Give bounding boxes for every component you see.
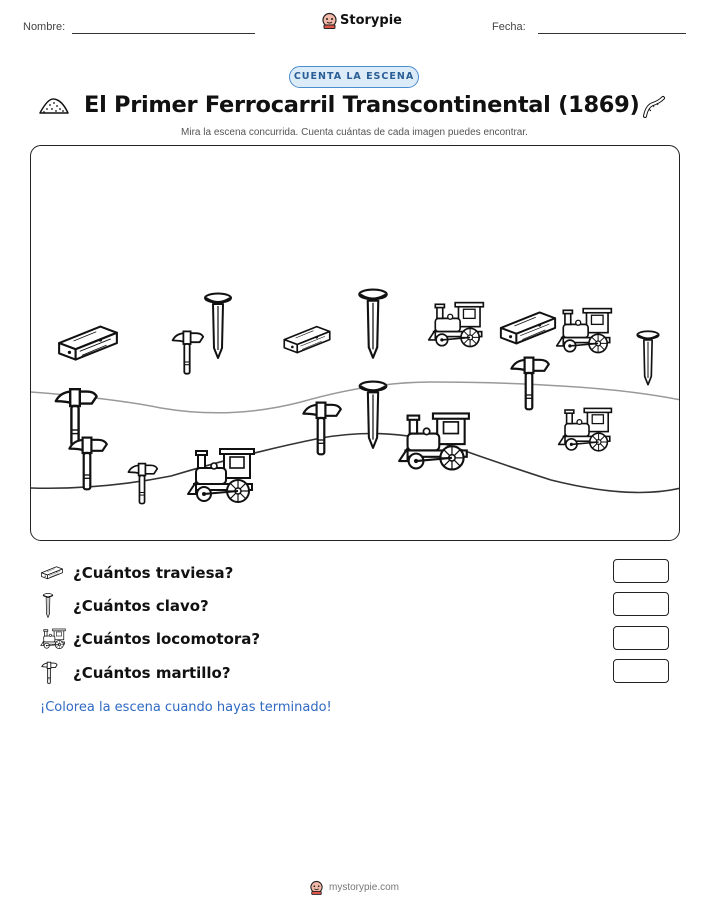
counting-scene <box>30 145 680 541</box>
storypie-mascot-icon <box>310 880 323 895</box>
date-field[interactable] <box>538 33 686 34</box>
railroad-tie[interactable] <box>284 327 330 353</box>
name-field[interactable] <box>72 33 255 34</box>
date-label: Fecha: <box>492 21 526 33</box>
question-row <box>40 660 231 686</box>
spike[interactable] <box>637 331 659 384</box>
brand-name: Storypie <box>340 13 402 28</box>
footer-url[interactable]: mystorypie.com <box>328 882 399 893</box>
gravel-pile-icon <box>38 96 70 116</box>
front-hill-line <box>31 434 680 493</box>
spike[interactable] <box>360 382 387 448</box>
worm-icon <box>641 94 667 120</box>
scene-illustration <box>31 146 680 541</box>
answer-box[interactable] <box>613 559 669 583</box>
locomotive[interactable] <box>399 413 469 469</box>
railroad-tie-icon <box>40 564 64 582</box>
spike-icon <box>40 593 60 619</box>
storypie-logo <box>322 12 402 29</box>
hammer[interactable] <box>69 438 106 490</box>
spike[interactable] <box>205 294 231 359</box>
question-text: ¿Cuántos martillo? <box>73 664 231 682</box>
page-title: El Primer Ferrocarril Transcontinental (1869) <box>84 92 640 118</box>
locomotive[interactable] <box>429 303 484 347</box>
name-label: Nombre: <box>23 21 66 33</box>
back-hill-line <box>31 382 680 413</box>
question-row <box>40 626 261 652</box>
question-text: ¿Cuántos clavo? <box>73 597 209 615</box>
coloring-note: ¡Colorea la escena cuando hayas terminado! <box>40 700 332 715</box>
storypie-mascot-icon <box>322 12 337 29</box>
spike[interactable] <box>359 290 386 358</box>
question-text: ¿Cuántos traviesa? <box>73 564 234 582</box>
hammer[interactable] <box>173 331 204 373</box>
question-text: ¿Cuántos locomotora? <box>73 630 261 648</box>
railroad-tie[interactable] <box>59 327 117 360</box>
answer-box[interactable] <box>613 592 669 616</box>
activity-badge: CUENTA LA ESCENA <box>289 66 419 88</box>
footer <box>0 880 709 895</box>
instructions: Mira la escena concurrida. Cuenta cuántas de cada imagen puedes encontrar. <box>181 127 528 138</box>
answer-box[interactable] <box>613 659 669 683</box>
question-row <box>40 593 209 619</box>
hammer[interactable] <box>303 403 340 455</box>
answer-box[interactable] <box>613 626 669 650</box>
railroad-tie[interactable] <box>501 312 555 343</box>
locomotive[interactable] <box>557 309 612 353</box>
locomotive-icon <box>40 627 66 651</box>
locomotive[interactable] <box>188 449 254 502</box>
hammer-icon <box>40 660 60 686</box>
locomotive[interactable] <box>559 408 612 450</box>
hammer[interactable] <box>128 464 157 504</box>
question-row <box>40 560 234 586</box>
